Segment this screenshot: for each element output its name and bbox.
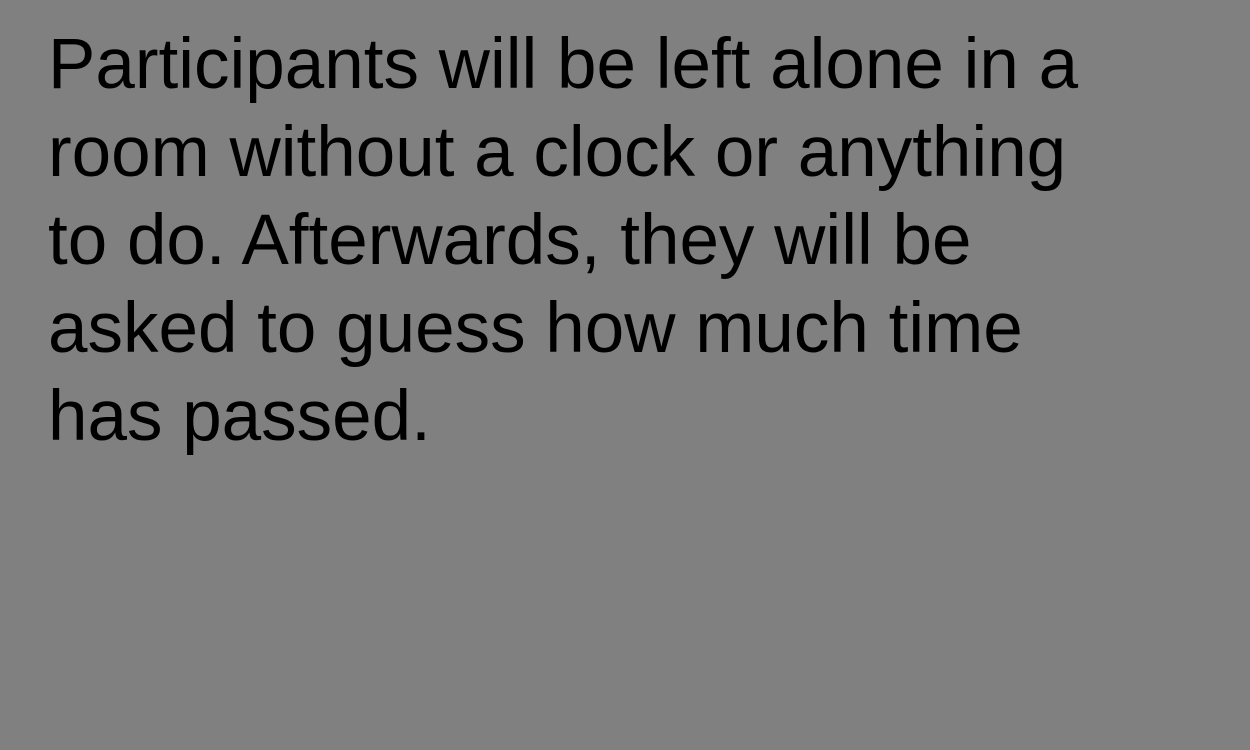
instruction-text [48,21,1208,461]
instruction-line-1: Participants will be left alone in a [48,25,1079,104]
instruction-line-2: room without a clock or anything [48,113,1067,192]
instruction-line-4: asked to guess how much time [48,289,1023,368]
instruction-line-5: has passed. [48,377,431,456]
instruction-line-3: to do. Afterwards, they will be [48,201,972,280]
